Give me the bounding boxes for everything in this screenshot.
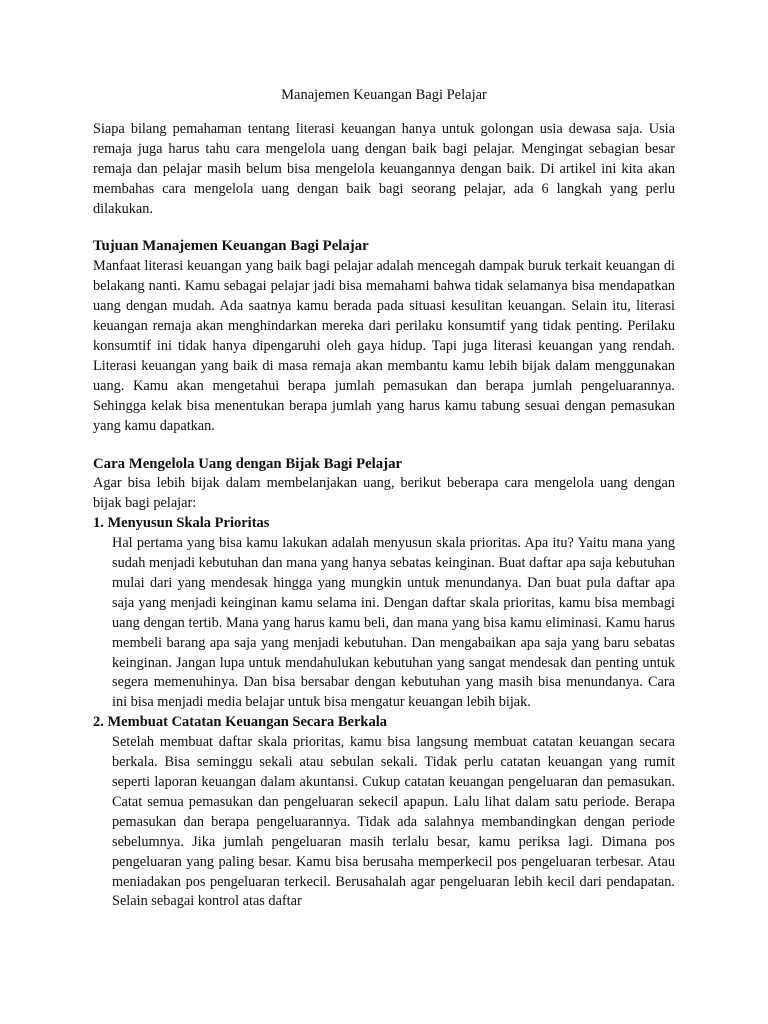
document-page: [93, 86, 675, 912]
step-item: [93, 514, 675, 713]
step-heading: 1. Menyusun Skala Prioritas: [93, 515, 270, 532]
document-title: Manajemen Keuangan Bagi Pelajar: [281, 87, 487, 103]
step-paragraph: Hal pertama yang bisa kamu lakukan adalah menyusun skala prioritas. Apa itu? Yaitu mana yang sudah menjadi kebutuhan dan mana yang hanya sebatas keinginan. Buat daftar apa saja kebutuhan mulai dari yang mendesak hingga yang mungkin untuk menundanya. Dan buat pula daftar apa saja yang menjadi keinginan kamu selama ini. Dengan daftar skala prioritas, kamu bisa membagi uang dengan tertib. Mana yang harus kamu beli, dan mana yang bisa kamu eliminasi. Kamu harus membeli barang apa saja yang menjadi kebutuhan. Dan mengabaikan apa saja yang baru sebatas keinginan. Jangan lupa untuk mendahulukan kebutuhan yang sangat mendesak dan penting untuk segera memenuhinya. Dan bisa bersabar dengan kebutuhan yang masih bisa menundanya. Cara ini bisa menjadi media belajar untuk bisa mengatur keuangan lebih bijak.: [112, 535, 675, 711]
step-item: [93, 713, 675, 912]
section-paragraph: Manfaat literasi keuangan yang baik bagi pelajar adalah mencegah dampak buruk terkait keuangan di belakang nanti. Kamu sebagai pelajar jadi bisa memahami bahwa tidak selamanya bisa mendapatkan uang dengan mudah. Ada saatnya kamu berada pada situasi kesulitan keuangan. Selain itu, literasi keuangan remaja akan menghindarkan mereka dari perilaku konsumtif yang tidak penting. Perilaku konsumtif ini tidak hanya dipengaruhi oleh gaya hidup. Tapi juga literasi keuangan yang rendah. Literasi keuangan yang baik di masa remaja akan membantu kamu lebih bijak dalam menggunakan uang. Kamu akan mengetahui berapa jumlah pemasukan dan berapa jumlah pengeluarannya. Sehingga kelak bisa menentukan berapa jumlah yang harus kamu tabung sesuai dengan pemasukan yang kamu dapatkan.: [93, 258, 675, 434]
intro-paragraph: Siapa bilang pemahaman tentang literasi keuangan hanya untuk golongan usia dewasa saja. Usia remaja juga harus tahu cara mengelola uang dengan baik bagi pelajar. Mengingat sebagian besar remaja dan pelajar masih belum bisa mengelola keuangannya dengan baik. Di artikel ini kita akan membahas cara mengelola uang dengan baik bagi seorang pelajar, ada 6 langkah yang perlu dilakukan.: [93, 120, 675, 217]
step-paragraph: Setelah membuat daftar skala prioritas, kamu bisa langsung membuat catatan keuangan secara berkala. Bisa seminggu sekali atau sebulan sekali. Tidak perlu catatan keuangan yang rumit seperti laporan keuangan dalam akuntansi. Cukup catatan keuangan pengeluaran dan pemasukan. Catat semua pemasukan dan pengeluaran sekecil apapun. Lalu lihat dalam satu periode. Berapa pemasukan dan berapa pengeluarannya. Tidak ada salahnya membandingkan dengan periode sebelumnya. Jika jumlah pengeluaran masih terlalu besar, kamu periksa lagi. Dimana pos pengeluaran yang paling besar. Kamu bisa berusaha memperkecil pos pengeluaran terbesar. Atau meniadakan pos pengeluaran terkecil. Berusahalah agar pengeluaran lebih kecil dari pendapatan. Selain sebagai kontrol atas daftar: [112, 734, 675, 910]
step-heading: 2. Membuat Catatan Keuangan Secara Berkala: [93, 714, 388, 731]
section-heading: Cara Mengelola Uang dengan Bijak Bagi Pelajar: [93, 455, 403, 472]
section-heading: Tujuan Manajemen Keuangan Bagi Pelajar: [93, 238, 369, 255]
section-cara-mengelola: [93, 455, 675, 913]
section-tujuan: [93, 237, 675, 436]
section-paragraph: Agar bisa lebih bijak dalam membelanjakan uang, berikut beberapa cara mengelola uang dengan bijak bagi pelajar:: [93, 475, 675, 512]
